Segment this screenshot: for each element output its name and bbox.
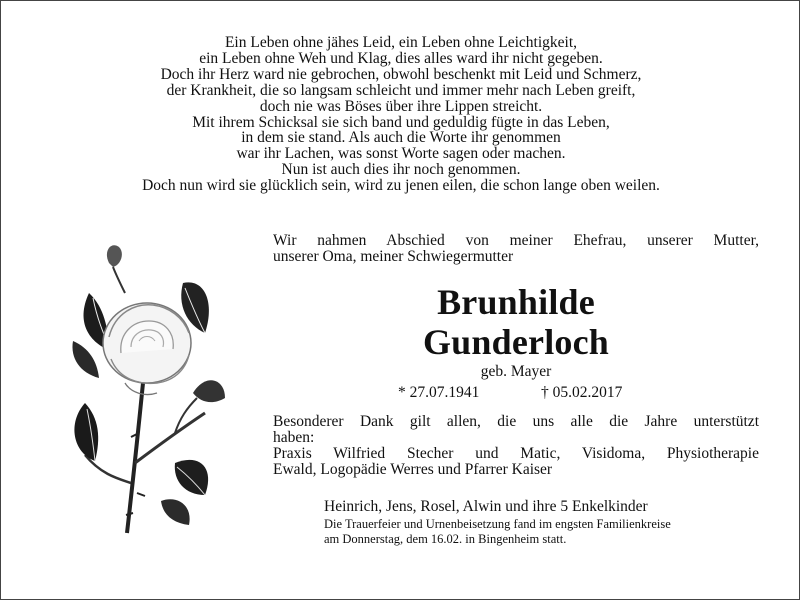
- intro-text: [273, 233, 759, 265]
- birth-date: * 27.07.1941: [398, 384, 480, 401]
- rose-image: [65, 233, 235, 543]
- birth-name: geb. Mayer: [480, 363, 552, 380]
- poem-line: Doch nun wird sie glücklich sein, wird zu jenen eilen, die schon lange oben weilen.: [142, 177, 660, 195]
- poem-line: Nun ist auch dies ihr noch genommen.: [281, 161, 521, 179]
- death-date: † 05.02.2017: [541, 384, 623, 401]
- signers: Heinrich, Jens, Rosel, Alwin und ihre 5 Enkelkinder: [324, 498, 648, 515]
- poem-line: Mit ihrem Schicksal sie sich band und geduldig fügte in das Leben,: [192, 113, 610, 131]
- deceased-first-name: Brunhilde: [437, 282, 595, 322]
- poem-line: war ihr Lachen, was sonst Worte sagen oder machen.: [236, 145, 566, 163]
- intro-line: unserer Oma, meiner Schwiegermutter: [273, 248, 514, 265]
- poem: [1, 35, 800, 194]
- thanks-line: Ewald, Logopädie Werres und Pfarrer Kaiser: [273, 461, 553, 478]
- poem-line: der Krankheit, die so langsam schleicht und immer mehr nach Leben greift,: [166, 81, 636, 99]
- funeral-line: am Donnerstag, dem 16.02. in Bingenheim statt.: [324, 532, 567, 546]
- poem-line: Ein Leben ohne jähes Leid, ein Leben ohne Leichtigkeit,: [224, 34, 578, 51]
- deceased-last-name: Gunderloch: [422, 322, 610, 362]
- funeral-notice: [324, 517, 671, 547]
- thanks-line: Besonderer Dank gilt allen, die uns alle die Jahre unterstützt: [273, 413, 759, 430]
- poem-line: Doch ihr Herz ward nie gebrochen, obwohl beschenkt mit Leid und Schmerz,: [160, 65, 642, 83]
- poem-line: ein Leben ohne Weh und Klag, dies alles ward ihr nicht gegeben.: [199, 49, 603, 67]
- poem-line: in dem sie stand. Als auch die Worte ihr genommen: [241, 129, 561, 147]
- funeral-line: Die Trauerfeier und Urnenbeisetzung fand im engsten Familienkreise: [324, 517, 671, 531]
- poem-line: doch nie was Böses über ihre Lippen streicht.: [259, 97, 543, 115]
- intro-line: Wir nahmen Abschied von meiner Ehefrau, unserer Mutter,: [273, 232, 759, 249]
- thanks-text: [273, 414, 759, 478]
- thanks-line: haben:: [273, 429, 315, 446]
- thanks-line: Praxis Wilfried Stecher und Matic, Visidoma, Physiotherapie: [273, 445, 759, 462]
